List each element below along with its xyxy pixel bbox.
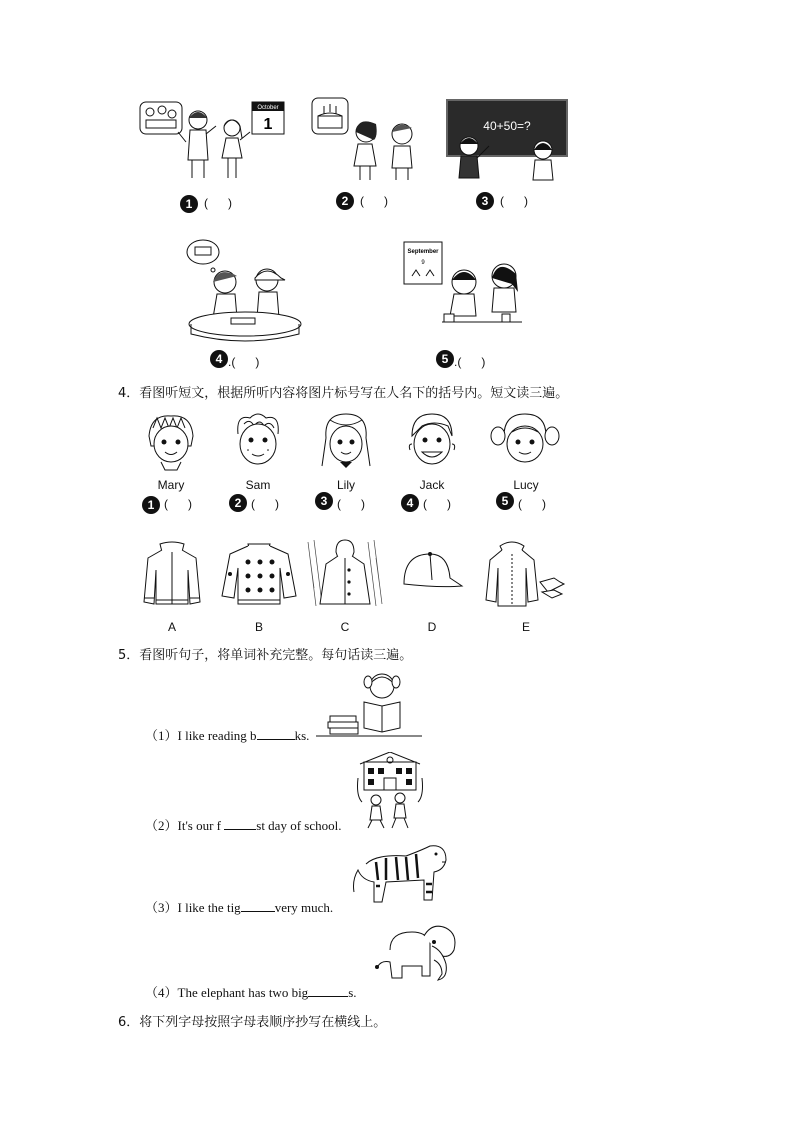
sept-calendar-month: September [407,249,439,255]
name-jack: Jack [419,478,445,492]
sentence-2-blank[interactable] [224,817,256,830]
name-lily: Lily [336,478,355,492]
item-4-2-number: 2 [229,494,247,512]
jacket-picture [140,540,204,608]
name-mary: Mary [157,478,185,492]
sentence-1-end: ks. [294,728,310,743]
tiger-picture [346,840,450,908]
girl-reading-books-picture [316,668,426,738]
name-sam: Sam [245,478,271,492]
picture-2-kids-birthday-cake [310,96,430,184]
blackboard-text: 40+50=? [483,119,531,133]
picture-4-kids-drawing-table [185,238,305,343]
item-4-5-number: 5 [496,492,514,510]
item-4-5-answer[interactable]: ( ) [518,497,546,511]
sentence-1 [145,725,309,744]
cap-picture [400,548,466,596]
sentence-2 [145,815,341,834]
item-3-5-number: 5 [436,350,454,368]
section-5-heading: 5．看图听句子，将单词补充完整。每句话读三遍。 [118,648,413,663]
face-jack [404,410,460,472]
face-lucy [490,410,560,472]
picture-1-kids-party-calendar [138,98,288,183]
school-kids-picture [356,752,424,830]
elephant-picture [372,920,464,988]
picture-3-blackboard-kids [445,98,570,184]
calendar-month: October [257,105,279,111]
clothes-label-e: E [521,620,530,634]
item-4-3-number: 3 [315,492,333,510]
sentence-4-end: s. [348,985,357,1000]
sentence-3-blank[interactable] [241,899,275,912]
item-3-3-number: 3 [476,192,494,210]
face-mary [143,412,199,472]
sentence-3 [145,897,333,916]
sentence-1-blank[interactable] [257,727,295,740]
sentence-3-end: very much. [274,900,334,915]
sentence-2-end: st day of school. [256,818,342,833]
sentence-1-start: （1）I like reading b [145,728,257,743]
raincoat-picture [306,538,384,610]
item-3-1-answer[interactable]: ( ) [204,196,232,210]
sentence-2-start: （2）It's our f [145,818,225,833]
item-3-3-answer[interactable]: ( ) [500,194,528,208]
item-3-1-number: 1 [180,195,198,213]
face-lily [318,410,374,472]
section-4-heading: 4．看图听短文，根据所听内容将图片标号写在人名下的括号内。短文读三遍。 [118,386,569,401]
face-sam [230,410,286,472]
name-lucy: Lucy [513,478,539,492]
item-3-2-number: 2 [336,192,354,210]
picture-5-september-calendar-kids [402,240,532,332]
item-4-4-answer[interactable]: ( ) [423,497,451,511]
item-3-4-number: 4 [210,350,228,368]
item-3-5-answer[interactable]: .( ) [454,355,486,369]
item-4-1-answer[interactable]: ( ) [164,497,192,511]
clothes-label-b: B [254,620,263,634]
item-3-2-answer[interactable]: ( ) [360,194,388,208]
item-4-3-answer[interactable]: ( ) [337,497,365,511]
item-4-4-number: 4 [401,494,419,512]
item-4-2-answer[interactable]: ( ) [251,497,279,511]
sentence-4-blank[interactable] [308,984,348,997]
calendar-day: 1 [263,116,273,133]
coat-gloves-picture [484,538,566,610]
sentence-4-start: （4）The elephant has two big [145,985,309,1000]
clothes-label-c: C [340,620,350,634]
clothes-label-d: D [427,620,437,634]
item-3-4-answer[interactable]: .( ) [228,355,260,369]
sept-calendar-day: 9 [421,260,425,266]
clothes-label-a: A [167,620,176,634]
section-6-heading: 6．将下列字母按照字母表顺序抄写在横线上。 [118,1015,387,1030]
sentence-4 [145,982,357,1001]
item-4-1-number: 1 [142,496,160,514]
sweater-picture [220,540,298,608]
sentence-3-start: （3）I like the tig [145,900,241,915]
